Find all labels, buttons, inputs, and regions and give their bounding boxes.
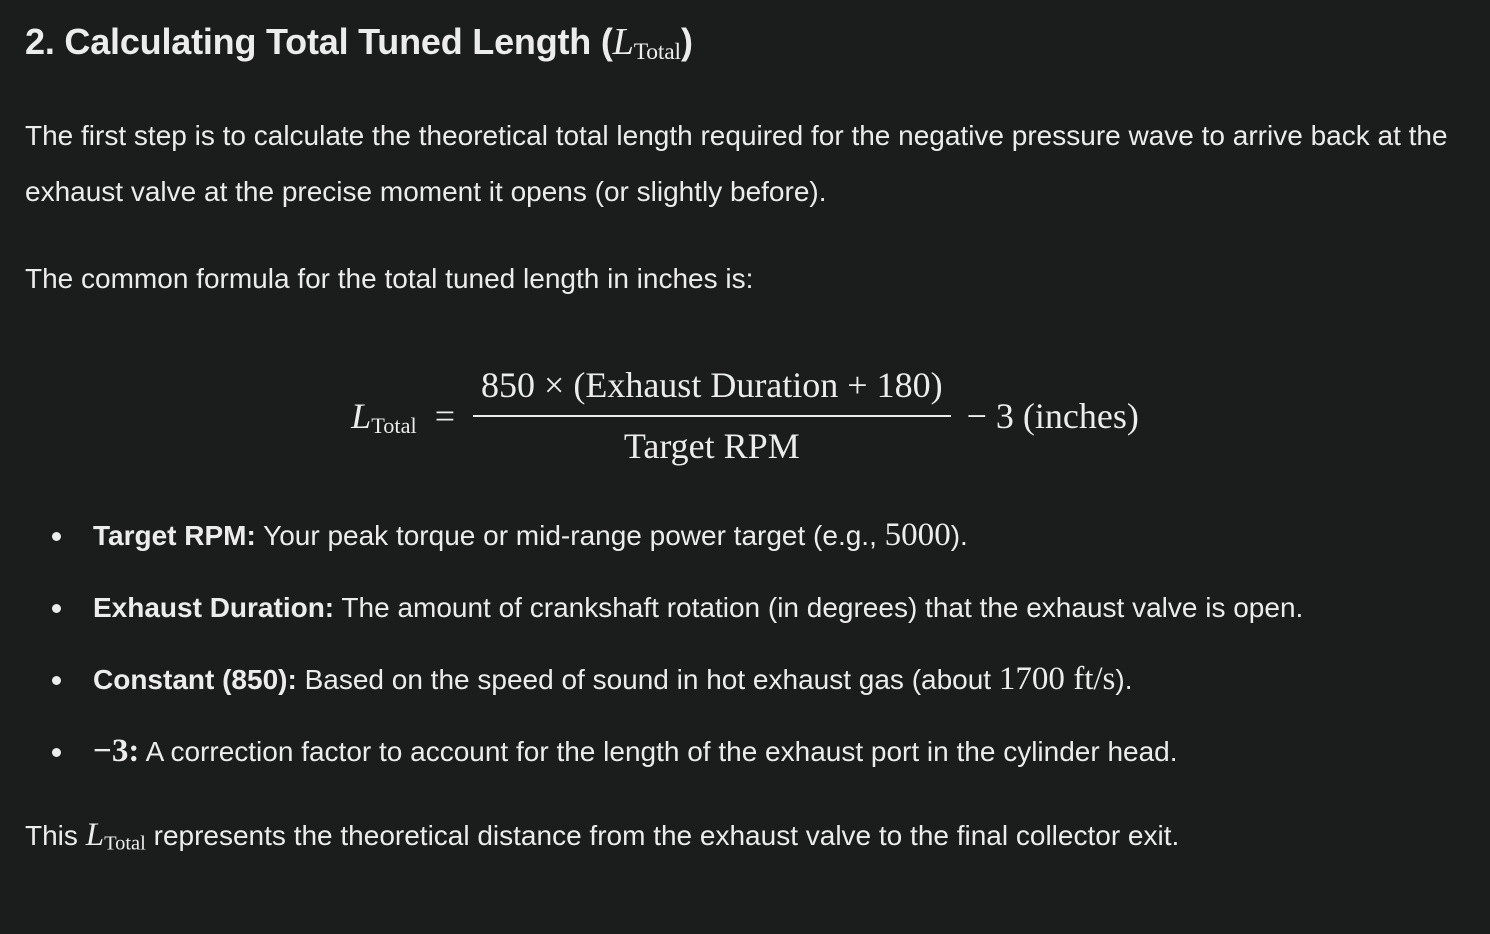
item-text: A correction factor to account for the length of the exhaust port in the cylinder head. <box>139 735 1178 767</box>
bullet-icon <box>52 604 61 613</box>
heading-text: 2. Calculating Total Tuned Length ( <box>25 21 613 62</box>
list-item-constant-850 <box>93 652 1465 708</box>
item-math-value: 5000 <box>884 516 951 553</box>
item-label: Target RPM: <box>93 519 256 551</box>
bullet-icon <box>52 532 61 541</box>
section-heading <box>25 18 1465 66</box>
display-formula <box>25 365 1465 468</box>
item-text: Your peak torque or mid-range power target (e.g., <box>255 519 885 551</box>
item-text-end: ). <box>1115 663 1133 695</box>
item-math-label: −3: <box>93 732 140 769</box>
parameter-list <box>25 508 1465 780</box>
closing-math-ltotal: $L_{Total}$ <box>85 816 146 855</box>
item-label: Exhaust Duration: <box>93 591 335 623</box>
list-item-exhaust-duration <box>93 580 1465 636</box>
closing-paragraph <box>25 808 1465 864</box>
bullet-icon <box>52 748 61 757</box>
intro-paragraph: The first step is to calculate the theoretical total length required for the negative pressure wave to arrive back at the exhaust valve at the precise moment it opens (or slightly before). <box>25 120 1448 207</box>
formula-lead-paragraph: The common formula for the total tuned length in inches is: <box>25 263 754 294</box>
bullet-icon <box>52 676 61 685</box>
closing-text-end: represents the theoretical distance from the exhaust valve to the final collector exit. <box>145 819 1180 851</box>
closing-text: This <box>25 819 86 851</box>
equals-sign: = <box>434 395 456 436</box>
item-text-end: ). <box>950 519 968 551</box>
fraction-denominator: Target RPM <box>623 426 800 467</box>
item-label: Constant (850): <box>93 663 297 695</box>
formula-lhs-ltotal: $L_{Total}$ <box>351 396 417 439</box>
list-item-minus-3 <box>93 724 1465 780</box>
item-text: The amount of crankshaft rotation (in degrees) that the exhaust valve is open. <box>334 591 1304 623</box>
fraction-numerator: 850 × (Exhaust Duration + 180) <box>481 365 943 405</box>
heading-math-ltotal: $L_{Total}$ <box>612 21 681 66</box>
formula-tail: − 3 (inches) <box>966 395 1139 436</box>
list-item-target-rpm <box>93 508 1465 564</box>
heading-text-close: ) <box>680 21 693 62</box>
item-text: Based on the speed of sound in hot exhaust gas (about <box>296 663 999 695</box>
formula-fraction <box>473 365 951 468</box>
item-math-value: 1700 ft/s <box>998 660 1116 697</box>
